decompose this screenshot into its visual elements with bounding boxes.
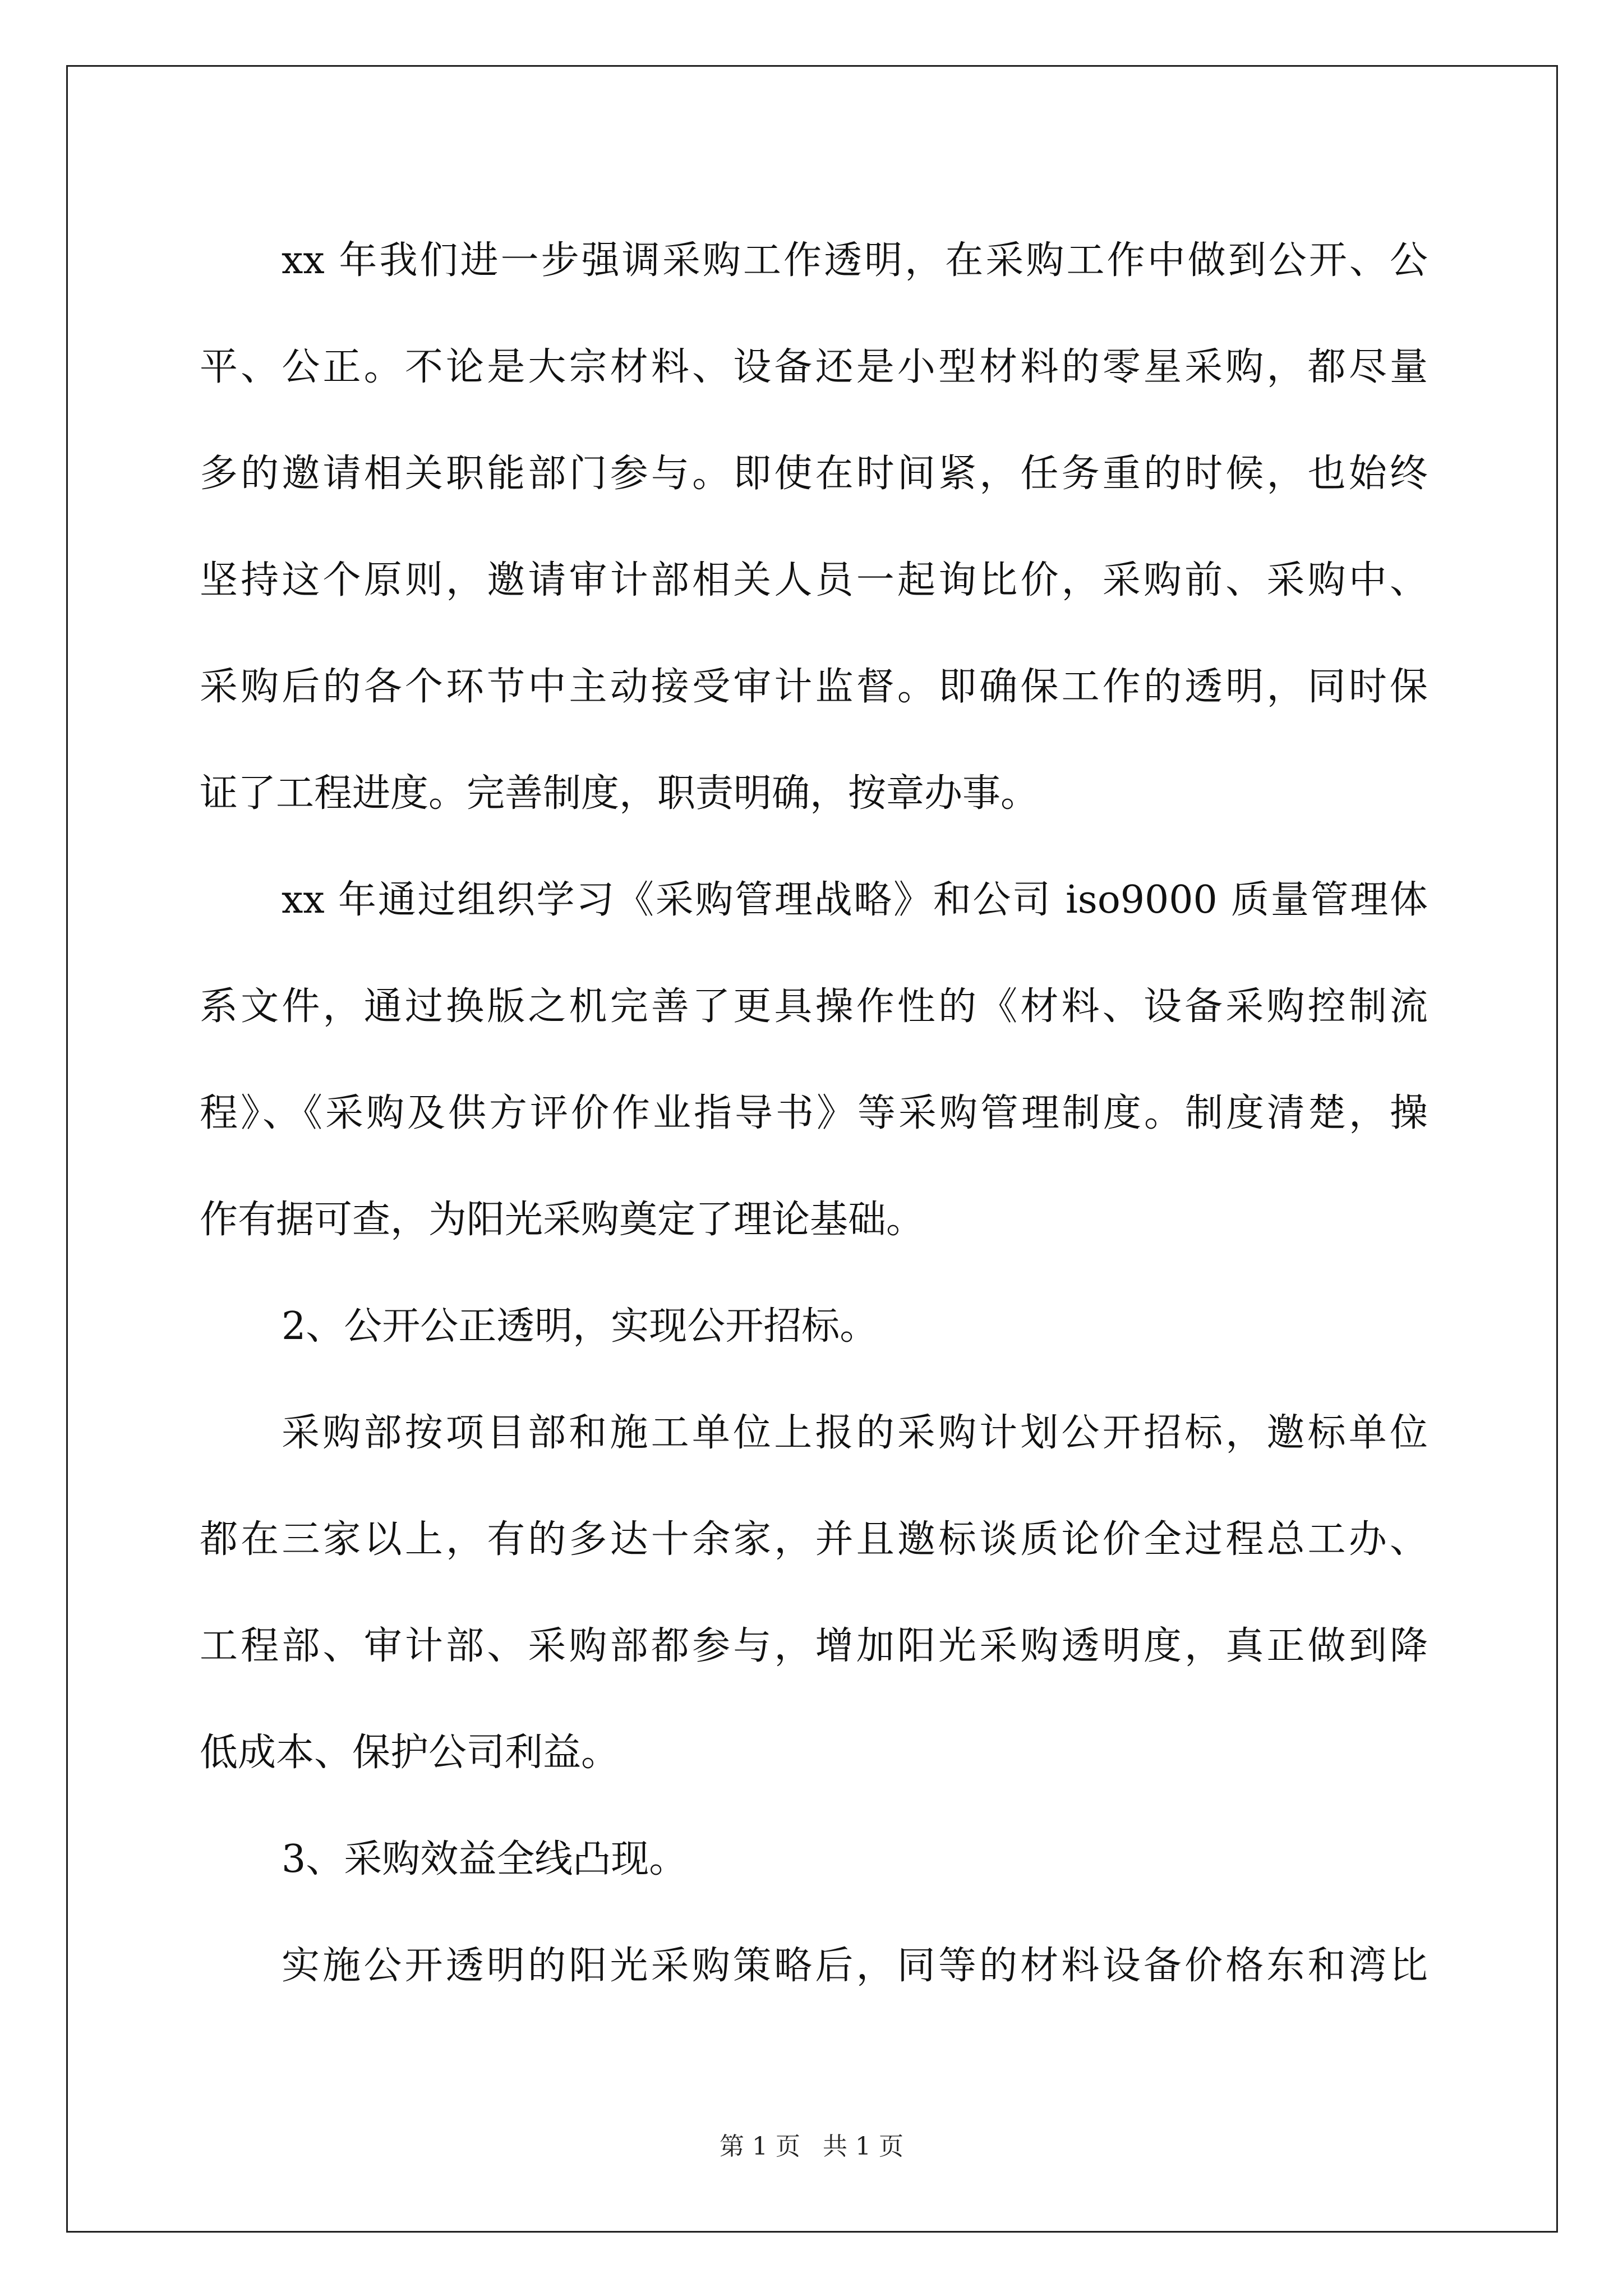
page-footer bbox=[0, 2126, 1623, 2162]
page-number-total: 共 1 页 bbox=[823, 2132, 903, 2161]
paragraph-3-line-2: 都在三家以上，有的多达十余家，并且邀标谈质论价全过程总工办、 bbox=[200, 1517, 1428, 1562]
paragraph-1-line-6: 证了工程进度。完善制度，职责明确，按章办事。 bbox=[200, 771, 1039, 816]
paragraph-1-line-2: 平、公正。不论是大宗材料、设备还是小型材料的零星采购，都尽量 bbox=[200, 345, 1428, 389]
paragraph-1-line-1: xx 年我们进一步强调采购工作透明，在采购工作中做到公开、公 bbox=[282, 238, 1428, 283]
paragraph-3-line-1: 采购部按项目部和施工单位上报的采购计划公开招标，邀标单位 bbox=[282, 1411, 1428, 1455]
paragraph-2-line-2: 系文件，通过换版之机完善了更具操作性的《材料、设备采购控制流 bbox=[200, 984, 1428, 1029]
document-body bbox=[200, 208, 1428, 2019]
section-heading-2: 2、公开公正透明，实现公开招标。 bbox=[282, 1304, 878, 1349]
paragraph-1-line-3: 多的邀请相关职能部门参与。即使在时间紧，任务重的时候，也始终 bbox=[200, 452, 1428, 496]
paragraph-2-line-4: 作有据可查，为阳光采购奠定了理论基础。 bbox=[200, 1198, 925, 1242]
section-heading-3: 3、采购效益全线凸现。 bbox=[282, 1837, 688, 1881]
page-number-current: 第 1 页 bbox=[720, 2132, 800, 2161]
paragraph-3-line-3: 工程部、审计部、采购部都参与，增加阳光采购透明度，真正做到降 bbox=[200, 1624, 1428, 1668]
paragraph-1-line-4: 坚持这个原则，邀请审计部相关人员一起询比价，采购前、采购中、 bbox=[200, 558, 1428, 602]
paragraph-3-line-4: 低成本、保护公司利益。 bbox=[200, 1731, 620, 1775]
paragraph-2-line-1: xx 年通过组织学习《采购管理战略》和公司 iso9000 质量管理体 bbox=[282, 878, 1428, 922]
paragraph-1-line-5: 采购后的各个环节中主动接受审计监督。即确保工作的透明，同时保 bbox=[200, 665, 1428, 709]
paragraph-4-line-1: 实施公开透明的阳光采购策略后，同等的材料设备价格东和湾比 bbox=[282, 1944, 1428, 1988]
paragraph-2-line-3: 程》、《采购及供方评价作业指导书》等采购管理制度。制度清楚，操 bbox=[200, 1091, 1428, 1135]
